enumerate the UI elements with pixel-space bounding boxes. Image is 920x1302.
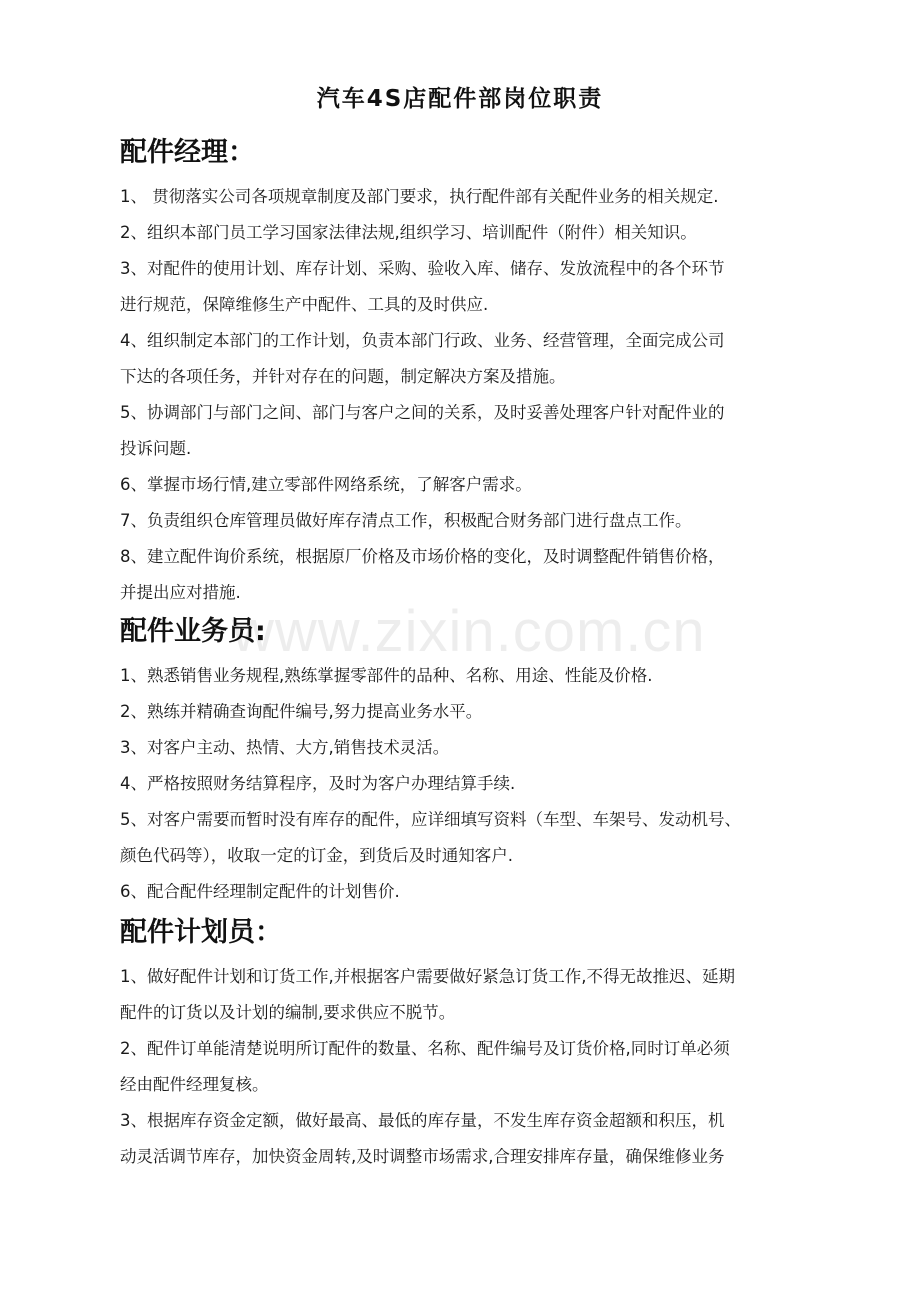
paragraph-line: 1、 贯彻落实公司各项规章制度及部门要求，执行配件部有关配件业务的相关规定. <box>120 187 719 206</box>
section-parts-planner <box>120 911 820 1175</box>
paragraph-line: 4、严格按照财务结算程序，及时为客户办理结算手续. <box>120 774 516 793</box>
section-heading: 配件业务员: <box>120 616 266 647</box>
paragraph-line: 2、配件订单能清楚说明所订配件的数量、名称、配件编号及订货价格,同时订单必须 <box>120 1039 730 1058</box>
watermark-text: www.zixin.com.cn <box>232 599 706 664</box>
paragraph-line: 经由配件经理复核。 <box>120 1075 269 1094</box>
paragraph-line: 颜色代码等），收取一定的订金，到货后及时通知客户. <box>120 846 513 865</box>
section-heading: 配件计划员： <box>120 917 282 948</box>
document-title: 汽车4S店配件部岗位职责 <box>316 86 604 112</box>
paragraph-line: 配件的订货以及计划的编制,要求供应不脱节。 <box>120 1003 456 1022</box>
paragraph-line: 5、对客户需要而暂时没有库存的配件，应详细填写资料（车型、车架号、发动机号、 <box>120 810 741 829</box>
section-heading: 配件经理： <box>120 137 255 168</box>
paragraph-line: 6、配合配件经理制定配件的计划售价. <box>120 882 400 901</box>
paragraph-line: 6、掌握市场行情,建立零部件网络系统，了解客户需求。 <box>120 475 532 494</box>
section-parts-salesperson <box>120 610 820 910</box>
paragraph-line: 2、组织本部门员工学习国家法律法规,组织学习、培训配件（附件）相关知识。 <box>120 223 697 242</box>
paragraph-line: 下达的各项任务，并针对存在的问题，制定解决方案及措施。 <box>120 367 566 386</box>
paragraph-line: 1、做好配件计划和订货工作,并根据客户需要做好紧急订货工作,不得无故推迟、延期 <box>120 967 735 986</box>
paragraph-line: 8、建立配件询价系统，根据原厂价格及市场价格的变化，及时调整配件销售价格， <box>120 547 725 566</box>
paragraph-line: 3、对配件的使用计划、库存计划、采购、验收入库、储存、发放流程中的各个环节 <box>120 259 725 278</box>
paragraph-line: 进行规范，保障维修生产中配件、工具的及时供应. <box>120 295 489 314</box>
paragraph-line: 并提出应对措施. <box>120 583 241 602</box>
paragraph-line: 2、熟练并精确查询配件编号,努力提高业务水平。 <box>120 702 483 721</box>
paragraph-line: 5、协调部门与部门之间、部门与客户之间的关系，及时妥善处理客户针对配件业的 <box>120 403 725 422</box>
paragraph-line: 4、组织制定本部门的工作计划，负责本部门行政、业务、经营管理，全面完成公司 <box>120 331 725 350</box>
section-parts-manager <box>120 131 820 611</box>
paragraph-line: 投诉问题. <box>120 439 192 458</box>
paragraph-line: 1、熟悉销售业务规程,熟练掌握零部件的品种、名称、用途、性能及价格. <box>120 666 653 685</box>
paragraph-line: 动灵活调节库存，加快资金周转,及时调整市场需求,合理安排库存量，确保维修业务 <box>120 1147 725 1166</box>
paragraph-line: 7、负责组织仓库管理员做好库存清点工作，积极配合财务部门进行盘点工作。 <box>120 511 692 530</box>
paragraph-line: 3、根据库存资金定额，做好最高、最低的库存量，不发生库存资金超额和积压，机 <box>120 1111 725 1130</box>
paragraph-line: 3、对客户主动、热情、大方,销售技术灵活。 <box>120 738 450 757</box>
